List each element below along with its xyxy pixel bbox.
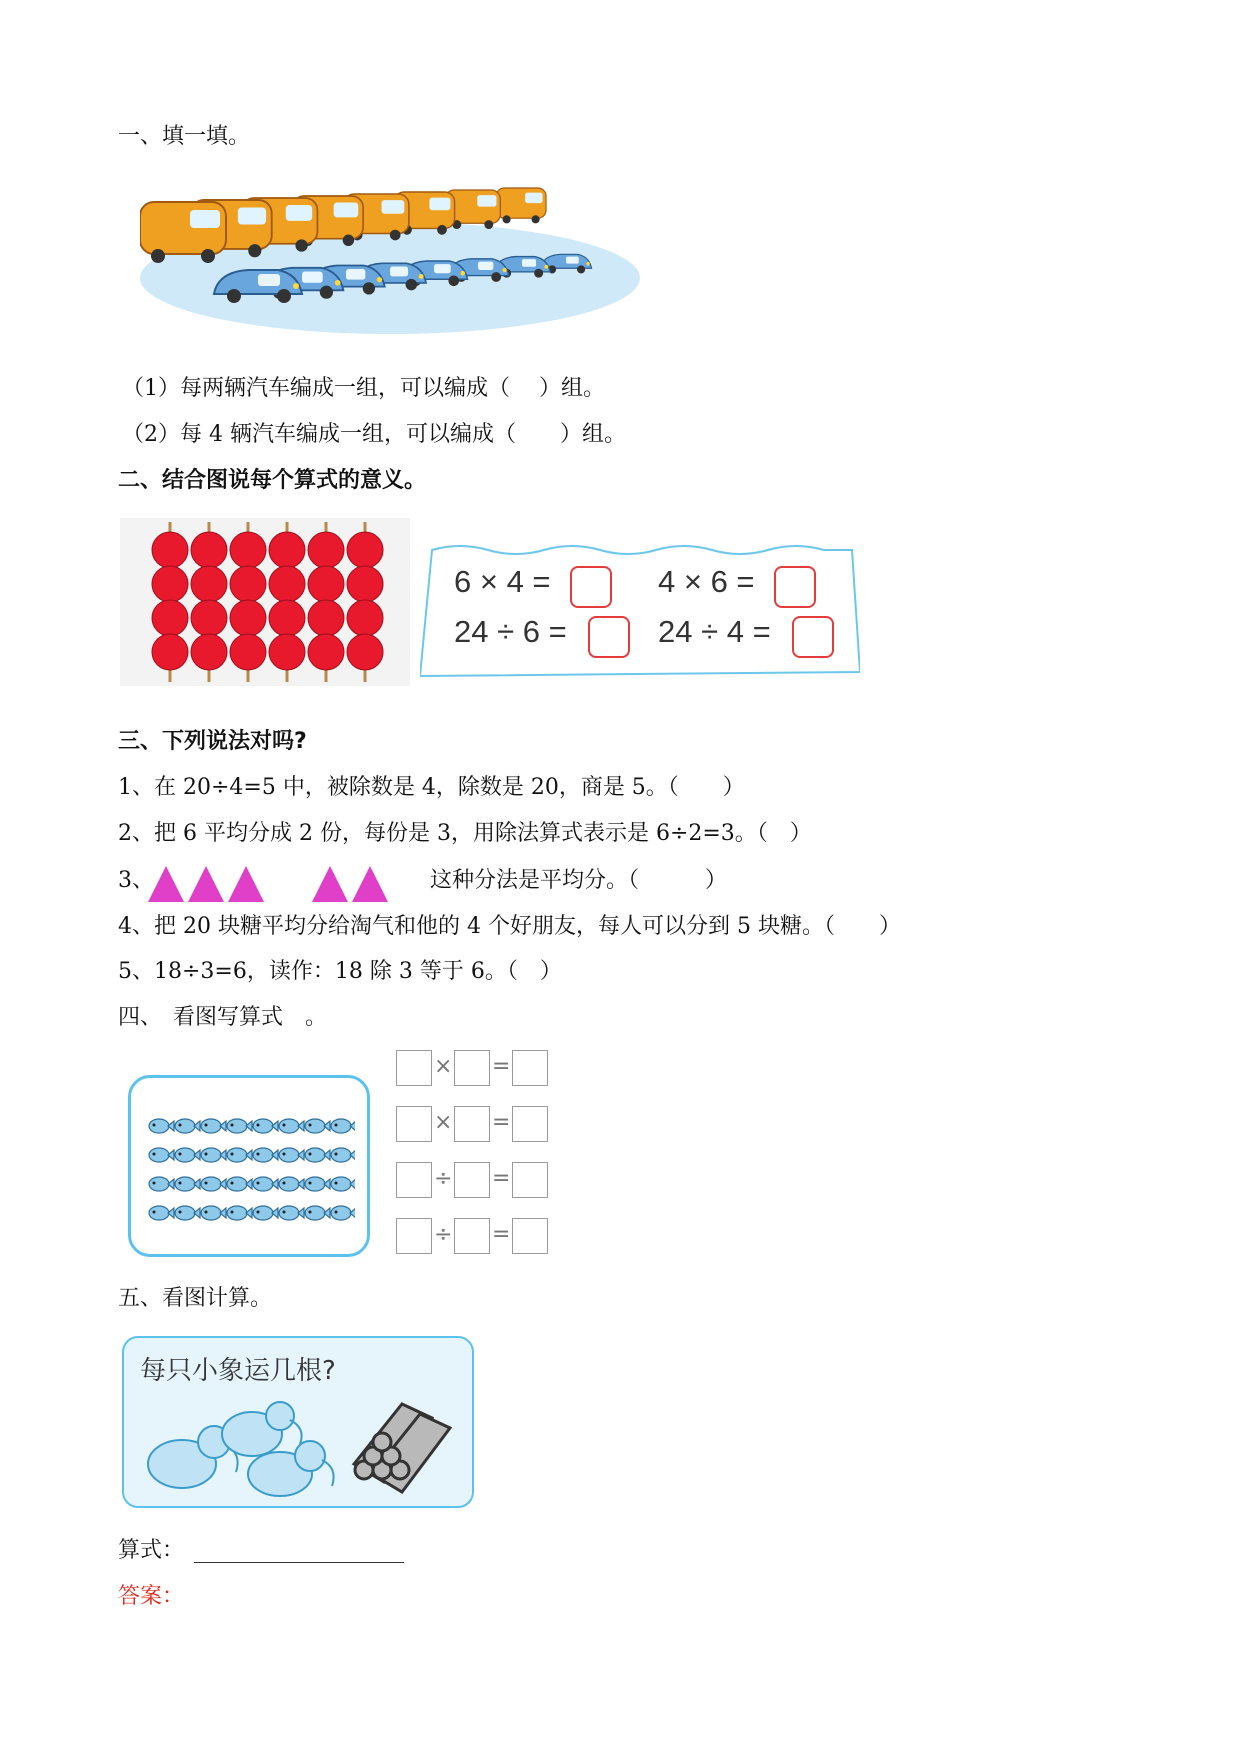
answer-box[interactable] xyxy=(774,566,816,608)
fish-picture xyxy=(143,1108,355,1228)
fish xyxy=(305,1206,330,1220)
hawthorn-ball xyxy=(152,634,188,670)
elephant-picture-frame xyxy=(122,1336,474,1508)
blank-box[interactable] xyxy=(512,1106,548,1142)
statement-5: 5、18÷3=6，读作：18 除 3 等于 6。（ ） xyxy=(118,959,562,984)
section1-heading: 一、填一填。 xyxy=(118,124,251,149)
fish xyxy=(279,1119,304,1133)
hawthorn-skewers-picture xyxy=(120,518,410,686)
fish xyxy=(149,1206,174,1220)
hawthorn-ball xyxy=(230,532,266,568)
operator-sign: ÷ xyxy=(434,1166,453,1191)
equation-card xyxy=(420,542,860,680)
operator-sign: × xyxy=(434,1054,453,1079)
fish xyxy=(201,1148,226,1162)
section5-heading: 五、看图计算。 xyxy=(118,1286,273,1311)
fish xyxy=(279,1148,304,1162)
fish xyxy=(253,1119,278,1133)
answer-box[interactable] xyxy=(570,566,612,608)
fish xyxy=(279,1177,304,1191)
hawthorn-ball xyxy=(230,566,266,602)
equation-row xyxy=(396,1218,556,1254)
hawthorn-ball xyxy=(191,634,227,670)
fish xyxy=(331,1206,355,1220)
hawthorn-ball xyxy=(308,634,344,670)
blank-box[interactable] xyxy=(396,1050,432,1086)
equation-4x6: 4 × 6 = xyxy=(658,564,755,599)
statement-3-text: 这种分法是平均分。（ ） xyxy=(430,868,728,893)
blank-box[interactable] xyxy=(512,1050,548,1086)
fish xyxy=(253,1206,278,1220)
fish xyxy=(175,1119,200,1133)
section4-heading: 四、 看图写算式 。 xyxy=(118,1005,328,1030)
section2-heading: 二、结合图说每个算式的意义。 xyxy=(118,468,427,493)
fish xyxy=(201,1206,226,1220)
blank-box[interactable] xyxy=(512,1218,548,1254)
equals-sign: = xyxy=(492,1110,511,1135)
fish-picture-frame xyxy=(128,1075,370,1257)
hawthorn-ball xyxy=(347,566,383,602)
bus xyxy=(140,202,226,263)
operator-sign: ÷ xyxy=(434,1222,453,1247)
fish xyxy=(175,1148,200,1162)
statement-4: 4、把 20 块糖平均分给淘气和他的 4 个好朋友，每人可以分到 5 块糖。（ ） xyxy=(118,914,901,939)
fish xyxy=(305,1119,330,1133)
hawthorn-ball xyxy=(269,532,305,568)
equals-sign: = xyxy=(492,1222,511,1247)
hawthorn-ball xyxy=(191,532,227,568)
section1-question-1: （1）每两辆汽车编成一组，可以编成（ ）组。 xyxy=(122,376,605,401)
fish xyxy=(331,1177,355,1191)
fish xyxy=(175,1177,200,1191)
answer-box[interactable] xyxy=(588,616,630,658)
fish xyxy=(201,1119,226,1133)
blank-box[interactable] xyxy=(454,1162,490,1198)
fish xyxy=(149,1148,174,1162)
hawthorn-ball xyxy=(308,600,344,636)
fish xyxy=(305,1177,330,1191)
answer-box[interactable] xyxy=(792,616,834,658)
hawthorn-ball xyxy=(230,634,266,670)
picture-caption: 每只小象运几根? xyxy=(140,1356,336,1386)
blank-box[interactable] xyxy=(454,1050,490,1086)
vehicles-picture xyxy=(140,178,640,338)
statement-2: 2、把 6 平均分成 2 份，每份是 3，用除法算式表示是 6÷2=3。（ ） xyxy=(118,821,812,846)
blank-box[interactable] xyxy=(454,1106,490,1142)
equation-6x4: 6 × 4 = xyxy=(454,564,551,599)
hawthorn-ball xyxy=(269,634,305,670)
section1-question-2: （2）每 4 辆汽车编成一组，可以编成（ ）组。 xyxy=(122,422,626,447)
fish xyxy=(253,1177,278,1191)
blank-box[interactable] xyxy=(396,1218,432,1254)
formula-answer-line[interactable] xyxy=(194,1562,404,1563)
fish xyxy=(149,1119,174,1133)
fish xyxy=(227,1119,252,1133)
hawthorn-ball xyxy=(308,566,344,602)
hawthorn-ball xyxy=(191,566,227,602)
blank-box[interactable] xyxy=(396,1106,432,1142)
blank-box[interactable] xyxy=(454,1218,490,1254)
fish xyxy=(253,1148,278,1162)
hawthorn-ball xyxy=(347,600,383,636)
fish xyxy=(227,1206,252,1220)
equation-24div6: 24 ÷ 6 = xyxy=(454,614,567,649)
hawthorn-ball xyxy=(308,532,344,568)
statement-1: 1、在 20÷4=5 中，被除数是 4，除数是 20，商是 5。（ ） xyxy=(118,775,745,800)
fish xyxy=(279,1206,304,1220)
hawthorn-ball xyxy=(347,634,383,670)
hawthorn-ball xyxy=(230,600,266,636)
fish xyxy=(149,1177,174,1191)
equals-sign: = xyxy=(492,1166,511,1191)
hawthorn-ball xyxy=(191,600,227,636)
operator-sign: × xyxy=(434,1110,453,1135)
equation-row xyxy=(396,1162,556,1198)
equation-row xyxy=(396,1106,556,1142)
equation-24div4: 24 ÷ 4 = xyxy=(658,614,771,649)
fish xyxy=(331,1119,355,1133)
elephants-logs-picture xyxy=(132,1394,462,1502)
hawthorn-ball xyxy=(152,532,188,568)
fish xyxy=(227,1148,252,1162)
hawthorn-ball xyxy=(269,566,305,602)
fish xyxy=(227,1177,252,1191)
fish xyxy=(305,1148,330,1162)
triangles-picture xyxy=(146,862,396,904)
section3-heading: 三、下列说法对吗? xyxy=(118,729,307,754)
answer-label: 答案： xyxy=(118,1584,185,1609)
hawthorn-ball xyxy=(269,600,305,636)
fill-equations xyxy=(396,1050,556,1250)
fish xyxy=(331,1148,355,1162)
blank-box[interactable] xyxy=(512,1162,548,1198)
fish xyxy=(201,1177,226,1191)
equals-sign: = xyxy=(492,1054,511,1079)
fish xyxy=(175,1206,200,1220)
blank-box[interactable] xyxy=(396,1162,432,1198)
equation-row xyxy=(396,1050,556,1086)
hawthorn-ball xyxy=(152,600,188,636)
formula-label: 算式： xyxy=(118,1538,185,1563)
hawthorn-ball xyxy=(152,566,188,602)
bus xyxy=(496,188,546,223)
statement-3-number: 3、 xyxy=(118,868,154,893)
hawthorn-ball xyxy=(347,532,383,568)
